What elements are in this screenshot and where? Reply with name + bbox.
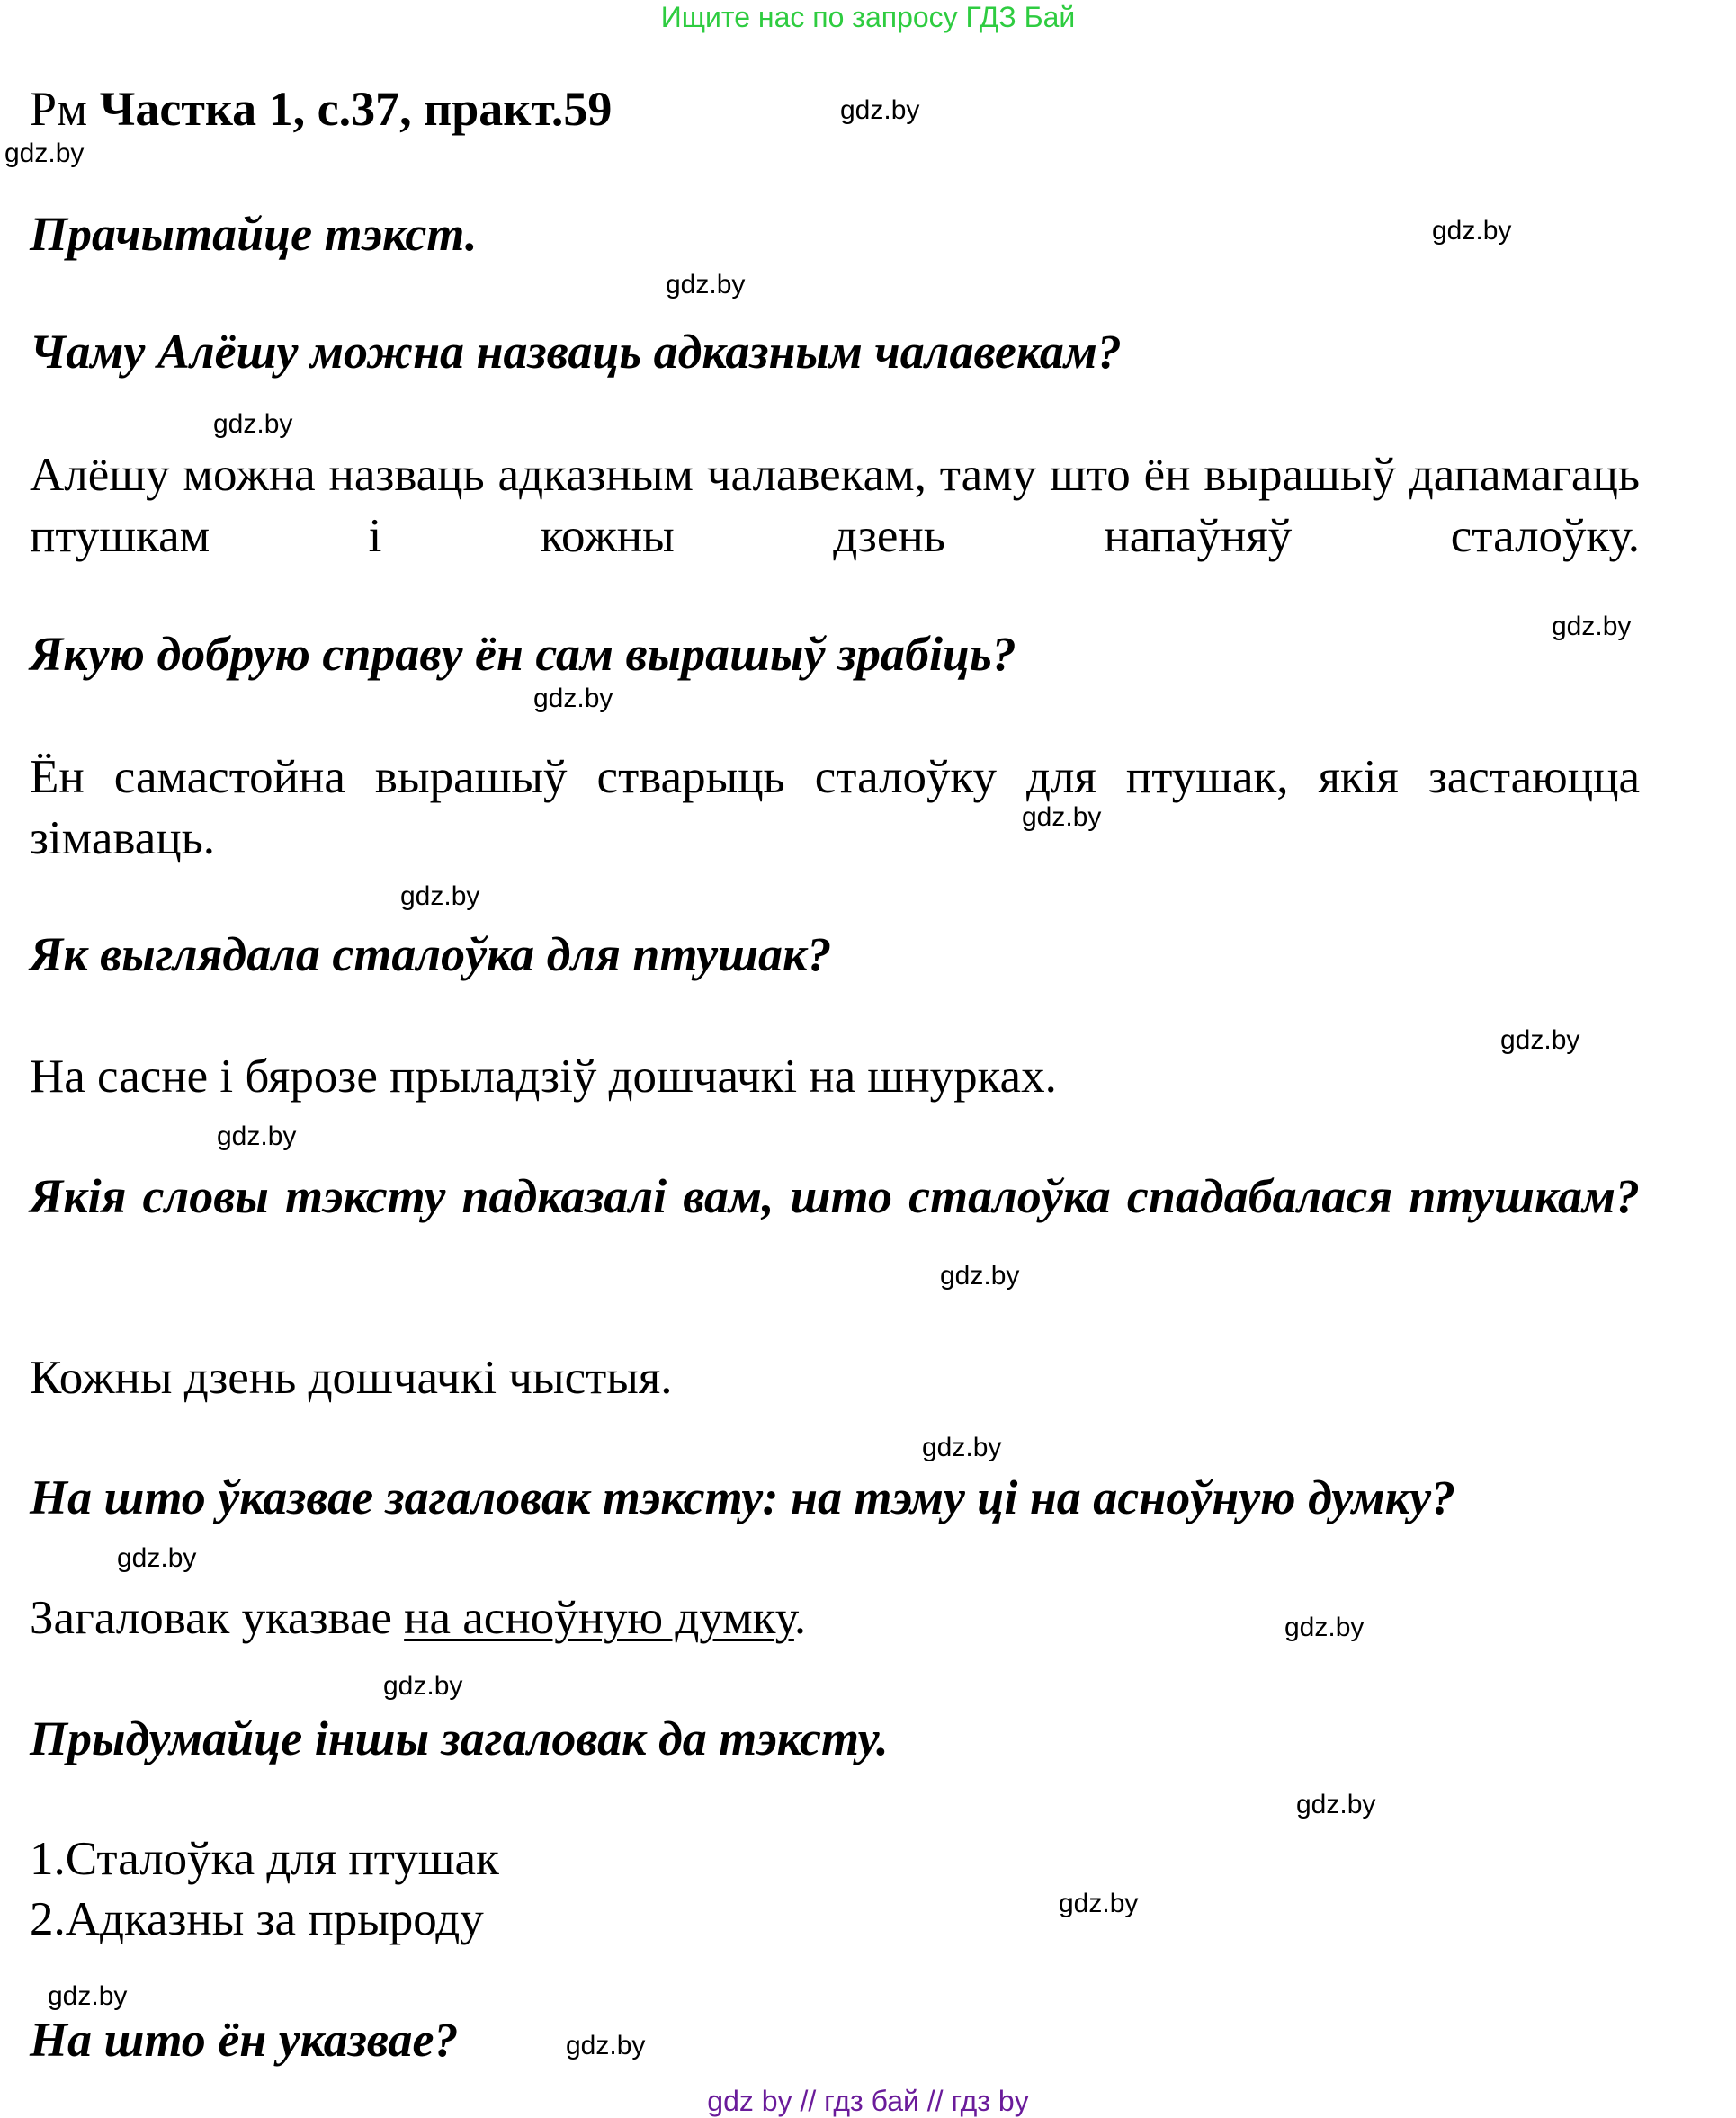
watermark: gdz.by (1552, 612, 1632, 641)
answer-3: Ён самастойна вырашыў стварыць сталоўку для птушак, якія застаюцца зімаваць. (30, 751, 1640, 864)
question-2: Чаму Алёшу можна назваць адказным чалавекам? (30, 325, 1122, 379)
question-3: Якую добрую справу ён сам вырашыў зрабіць? (30, 627, 1016, 681)
question-1: Прачытайце тэкст. (30, 207, 478, 261)
watermark: gdz.by (213, 409, 293, 439)
watermark: gdz.by (117, 1543, 197, 1573)
watermark: gdz.by (383, 1671, 463, 1701)
question-6: На што ўказвае загаловак тэксту: на тэму ці на асноўную думку? (30, 1470, 1456, 1524)
watermark: gdz.by (566, 2031, 646, 2060)
watermark: gdz.by (1296, 1790, 1376, 1819)
question-7: Прыдумайце іншы загаловак да тэксту. (30, 1711, 889, 1765)
answer-5: Кожны дзень дошчачкі чыстыя. (30, 1352, 673, 1404)
question-4: Як выглядала сталоўка для птушак? (30, 927, 832, 981)
top-banner: Ищите нас по запросу ГДЗ Бай (660, 1, 1076, 33)
watermark: gdz.by (1284, 1613, 1365, 1642)
watermark: gdz.by (4, 139, 85, 168)
question-8: На што ён указвае? (30, 2013, 459, 2067)
watermark: gdz.by (1432, 216, 1512, 246)
answer-6-prefix: Загаловак указвае (30, 1592, 405, 1644)
question-5: Якія словы тэксту падказалі вам, што сталоўка спадабалася птушкам? (30, 1169, 1640, 1223)
watermark: gdz.by (400, 881, 480, 911)
watermark: gdz.by (217, 1122, 297, 1151)
answer-4: На сасне і бярозе прыладзіў дошчачкі на шнурках. (30, 1050, 1057, 1103)
watermark: gdz.by (1059, 1889, 1139, 1918)
watermark: gdz.by (533, 684, 613, 713)
watermark: gdz.by (666, 270, 746, 299)
watermark: gdz.by (940, 1261, 1020, 1291)
title-prefix: Рм (30, 82, 88, 136)
watermark: gdz.by (1500, 1025, 1580, 1055)
watermark: gdz.by (48, 1981, 128, 2011)
answer-7-line-2: 2.Адказны за прыроду (30, 1893, 484, 1945)
watermark: gdz.by (922, 1433, 1002, 1462)
answer-6-underlined: на асноўную думку (404, 1592, 794, 1644)
watermark: gdz.by (840, 95, 920, 125)
title-main: Частка 1, с.37, практ.59 (99, 82, 613, 136)
answer-6-suffix: . (793, 1592, 807, 1644)
answer-2: Алёшу можна назваць адказным чалавекам, таму што ён вырашыў дапамагаць птушкам і кожны дзень напаўняў сталоўку. (30, 449, 1640, 562)
page-title (30, 81, 612, 137)
answer-7-line-1: 1.Сталоўка для птушак (30, 1833, 499, 1885)
watermark: gdz.by (1022, 802, 1102, 832)
answer-6 (30, 1587, 806, 1649)
footer-links: gdz by // гдз бай // гдз by (707, 2085, 1029, 2117)
